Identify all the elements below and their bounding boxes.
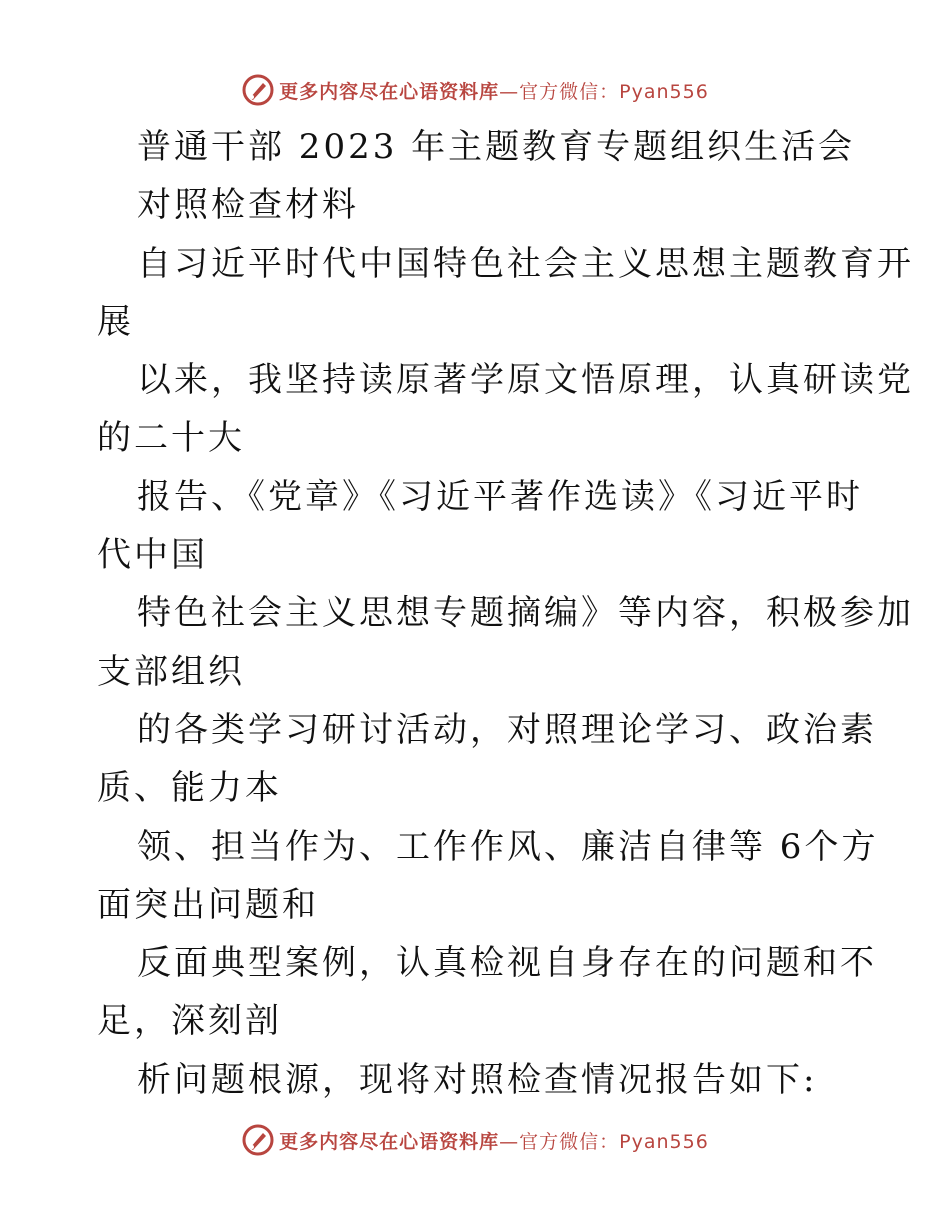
watermark-sub-text: —官方微信：Pyan556 (499, 1130, 709, 1153)
footer-watermark (0, 1120, 950, 1160)
doc-line: 普通干部 2023 年主题教育专题组织生活会 (137, 127, 856, 167)
doc-line: 展 (97, 301, 134, 342)
pen-logo-icon (241, 1123, 275, 1157)
doc-line: 析问题根源，现将对照检查情况报告如下: (137, 1059, 818, 1100)
doc-line: 足，深刻剖 (97, 1001, 282, 1042)
watermark-main-text: 更多内容尽在心语资料库 (279, 1130, 500, 1153)
doc-line: 对照检查材料 (137, 185, 359, 226)
doc-line: 领、担当作为、工作作风、廉洁自律等 6个方 (137, 826, 879, 867)
doc-line: 报告、《党章》《习近平著作选读》《习近平时 (137, 476, 863, 517)
doc-line: 的二十大 (97, 418, 245, 459)
watermark-main-text: 更多内容尽在心语资料库 (279, 80, 500, 103)
doc-line: 质、能力本 (97, 768, 282, 809)
doc-line: 面突出问题和 (97, 884, 319, 925)
doc-line: 的各类学习研讨活动，对照理论学习、政治素 (137, 709, 877, 750)
doc-line: 反面典型案例，认真检视自身存在的问题和不 (137, 943, 877, 984)
doc-line: 以来，我坚持读原著学原文悟原理，认真研读党 (137, 360, 914, 401)
doc-line: 代中国 (97, 535, 208, 576)
document-body (97, 118, 914, 1109)
pen-logo-icon (241, 73, 275, 107)
doc-line: 特色社会主义思想专题摘编》等内容，积极参加 (137, 593, 914, 634)
watermark-sub-text: —官方微信：Pyan556 (499, 80, 709, 103)
doc-line: 支部组织 (97, 651, 245, 692)
doc-line: 自习近平时代中国特色社会主义思想主题教育开 (137, 243, 914, 284)
header-watermark (0, 70, 950, 110)
